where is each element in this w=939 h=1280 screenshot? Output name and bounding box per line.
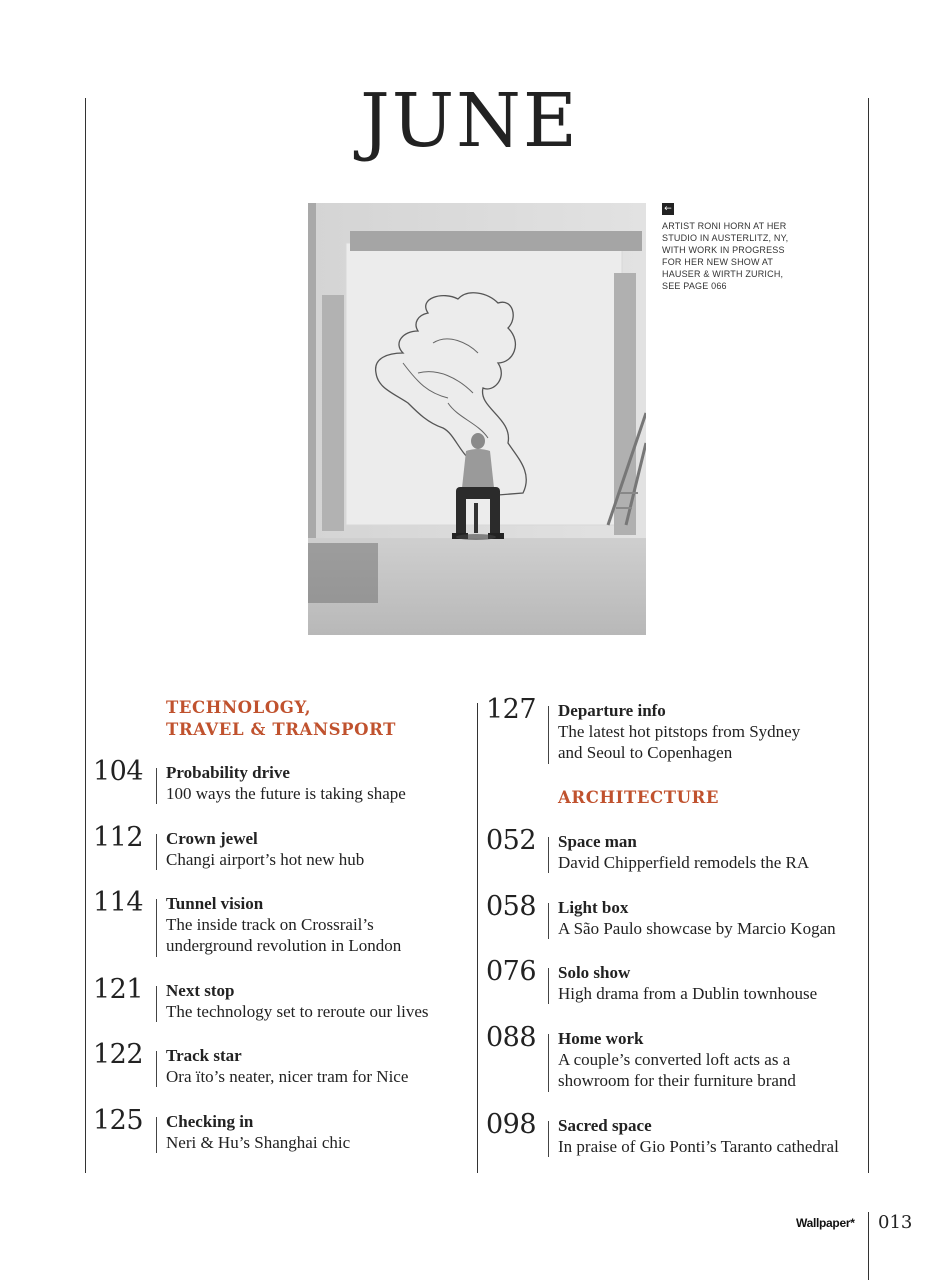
entry-divider bbox=[156, 899, 157, 957]
footer-divider-rule bbox=[868, 1212, 869, 1280]
entry-description-line2: and Seoul to Copenhagen bbox=[558, 743, 733, 762]
entry-page-number: 088 bbox=[486, 1022, 537, 1053]
entry-page-number: 112 bbox=[93, 822, 144, 853]
brand-logo: Wallpaper* bbox=[796, 1216, 855, 1230]
entry-page-number: 052 bbox=[486, 825, 537, 856]
entry-description: The inside track on Crossrail’s bbox=[166, 915, 374, 934]
entry-page-number: 058 bbox=[486, 891, 537, 922]
entry-description: The technology set to reroute our lives bbox=[166, 1002, 429, 1021]
entry-description: A couple’s converted loft acts as a bbox=[558, 1050, 791, 1069]
entry-divider bbox=[156, 834, 157, 870]
entry-divider bbox=[156, 768, 157, 804]
entry-description: Ora ïto’s neater, nicer tram for Nice bbox=[166, 1067, 409, 1086]
entry-headline: Departure info bbox=[558, 701, 666, 720]
entry-divider bbox=[156, 1117, 157, 1153]
entry-headline: Home work bbox=[558, 1029, 644, 1048]
entry-divider bbox=[548, 706, 549, 764]
entry-description: High drama from a Dublin townhouse bbox=[558, 984, 818, 1003]
section-heading-architecture: ARCHITECTURE bbox=[558, 788, 720, 807]
entry-description: A São Paulo showcase by Marcio Kogan bbox=[558, 919, 836, 938]
entry-headline: Checking in bbox=[166, 1112, 254, 1131]
entry-page-number: 114 bbox=[93, 887, 144, 918]
entry-page-number: 127 bbox=[486, 694, 537, 725]
entry-headline: Space man bbox=[558, 832, 637, 851]
entry-page-number: 121 bbox=[93, 974, 144, 1005]
entry-headline: Crown jewel bbox=[166, 829, 258, 848]
entry-description: The latest hot pitstops from Sydney bbox=[558, 722, 801, 741]
entry-page-number: 104 bbox=[93, 756, 144, 787]
studio-photo-illustration bbox=[308, 203, 646, 635]
entry-divider bbox=[156, 986, 157, 1022]
entry-divider bbox=[548, 903, 549, 939]
entry-description: Changi airport’s hot new hub bbox=[166, 850, 365, 869]
photo-caption: ARTIST RONI HORN AT HER STUDIO IN AUSTERLITZ, NY, WITH WORK IN PROGRESS FOR HER NEW SHOW AT HAUSER & WIRTH ZURICH, SEE PAGE 066 bbox=[662, 221, 789, 291]
section-heading-technology bbox=[166, 697, 396, 741]
entry-headline: Sacred space bbox=[558, 1116, 652, 1135]
entry-divider bbox=[548, 968, 549, 1004]
entry-divider bbox=[548, 1034, 549, 1092]
entry-headline: Next stop bbox=[166, 981, 235, 1000]
section-heading-line1: TECHNOLOGY, bbox=[166, 698, 312, 717]
left-margin-rule bbox=[85, 98, 86, 1173]
entry-headline: Probability drive bbox=[166, 763, 290, 782]
entry-divider bbox=[548, 837, 549, 873]
entry-page-number: 125 bbox=[93, 1105, 144, 1136]
entry-description: David Chipperfield remodels the RA bbox=[558, 853, 810, 872]
right-margin-rule bbox=[868, 98, 869, 1173]
entry-divider bbox=[548, 1121, 549, 1157]
entry-headline: Track star bbox=[166, 1046, 242, 1065]
entry-page-number: 098 bbox=[486, 1109, 537, 1140]
entry-description-line2: underground revolution in London bbox=[166, 936, 402, 955]
entry-headline: Solo show bbox=[558, 963, 631, 982]
entry-description: In praise of Gio Ponti’s Taranto cathedral bbox=[558, 1137, 839, 1156]
section-heading-line2: TRAVEL & TRANSPORT bbox=[166, 720, 397, 739]
column-divider-rule bbox=[477, 703, 478, 1173]
entry-divider bbox=[156, 1051, 157, 1087]
artist-studio-photo bbox=[308, 203, 646, 635]
arrow-left-icon: ← bbox=[662, 203, 674, 215]
page-title: JUNE bbox=[360, 78, 579, 164]
page-number: 013 bbox=[878, 1212, 913, 1233]
entry-headline: Tunnel vision bbox=[166, 894, 264, 913]
entry-page-number: 122 bbox=[93, 1039, 144, 1070]
entry-page-number: 076 bbox=[486, 956, 537, 987]
entry-headline: Light box bbox=[558, 898, 629, 917]
entry-description: 100 ways the future is taking shape bbox=[166, 784, 406, 803]
entry-description-line2: showroom for their furniture brand bbox=[558, 1071, 796, 1090]
entry-description: Neri & Hu’s Shanghai chic bbox=[166, 1133, 351, 1152]
